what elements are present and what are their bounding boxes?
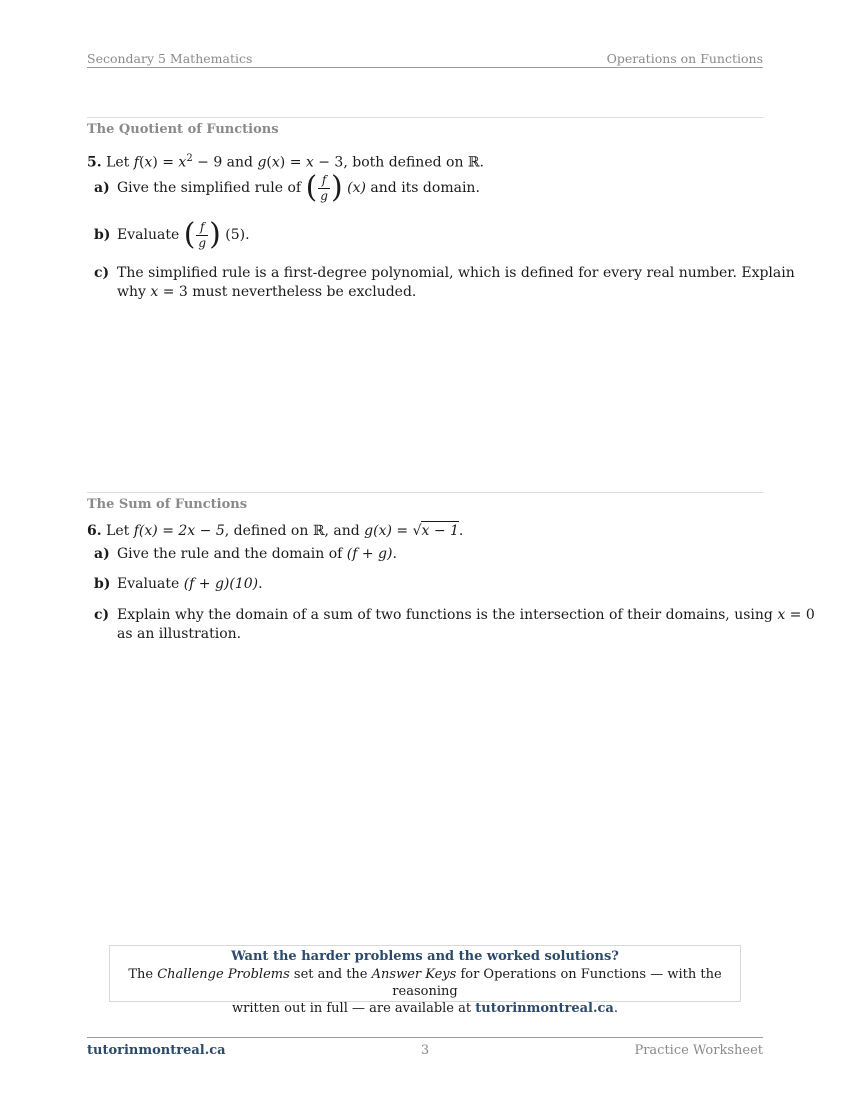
problem-5-statement: 5. Let $f(x) = x^2 - 9$ and g(x) = x − 3, both defined on ℝ. [87, 153, 484, 171]
fraction-f-over-g: $\frac{f}{g}$ [320, 172, 328, 203]
problem-number: 5. [87, 154, 102, 171]
problem-number: 6. [87, 523, 102, 539]
sqrt-radicand: x − 1 [421, 523, 459, 539]
promo-link[interactable]: tutorinmontreal.ca [475, 1001, 614, 1016]
part-label: b) [94, 576, 111, 592]
problem-6c-line1: Explain why the domain of a sum of two functions is the intersection of their domains, using x = 0 [117, 607, 815, 623]
header-rule [87, 67, 763, 68]
problem-6c-line2: as an illustration. [117, 626, 242, 642]
part-label: b) [94, 226, 111, 243]
section-divider [87, 492, 763, 493]
page-number: 3 [420, 1043, 430, 1058]
part-label: c) [94, 607, 110, 623]
problem-5b: b) Evaluate ( $\frac{f}{g}$ ) (5). [94, 217, 250, 252]
section-title-quotient: The Quotient of Functions [87, 122, 279, 137]
footer-doc-type: Practice Worksheet [634, 1043, 763, 1058]
header-course: Secondary 5 Mathematics [87, 51, 253, 66]
footer-site-link[interactable]: tutorinmontreal.ca [87, 1043, 226, 1058]
footer-rule [87, 1037, 763, 1038]
problem-6a: a) Give the rule and the domain of (f + g). [94, 546, 397, 562]
promo-line2: written out in full — are available at tutorinmontreal.ca. [232, 1001, 618, 1016]
fraction-f-over-g: $\frac{f}{g}$ [198, 219, 207, 250]
sqrt-sign: √ [412, 523, 422, 539]
problem-5a: a) Give the simplified rule of ( $\frac{f}{g}$ ) (x) and its domain. [94, 170, 480, 205]
part-label: a) [94, 546, 110, 562]
promo-box [109, 945, 741, 1016]
problem-5c-line2: why x = 3 must nevertheless be excluded. [117, 284, 417, 300]
problem-5c-line1: The simplified rule is a first-degree polynomial, which is defined for every real number. Explain [117, 265, 795, 281]
section-title-sum: The Sum of Functions [87, 497, 248, 512]
promo-title: Want the harder problems and the worked solutions? [231, 949, 619, 964]
problem-6-statement: 6. Let f(x) = 2x − 5, defined on ℝ, and g(x) = √x − 1. [87, 523, 464, 539]
part-label: a) [94, 179, 110, 196]
part-label: c) [94, 265, 110, 281]
section-divider [87, 117, 763, 118]
problem-6b: b) Evaluate (f + g)(10). [94, 576, 263, 592]
promo-line1: The Challenge Problems set and the Answer Keys for Operations on Functions — with the reasoning [128, 967, 722, 999]
header-topic: Operations on Functions [606, 51, 763, 66]
